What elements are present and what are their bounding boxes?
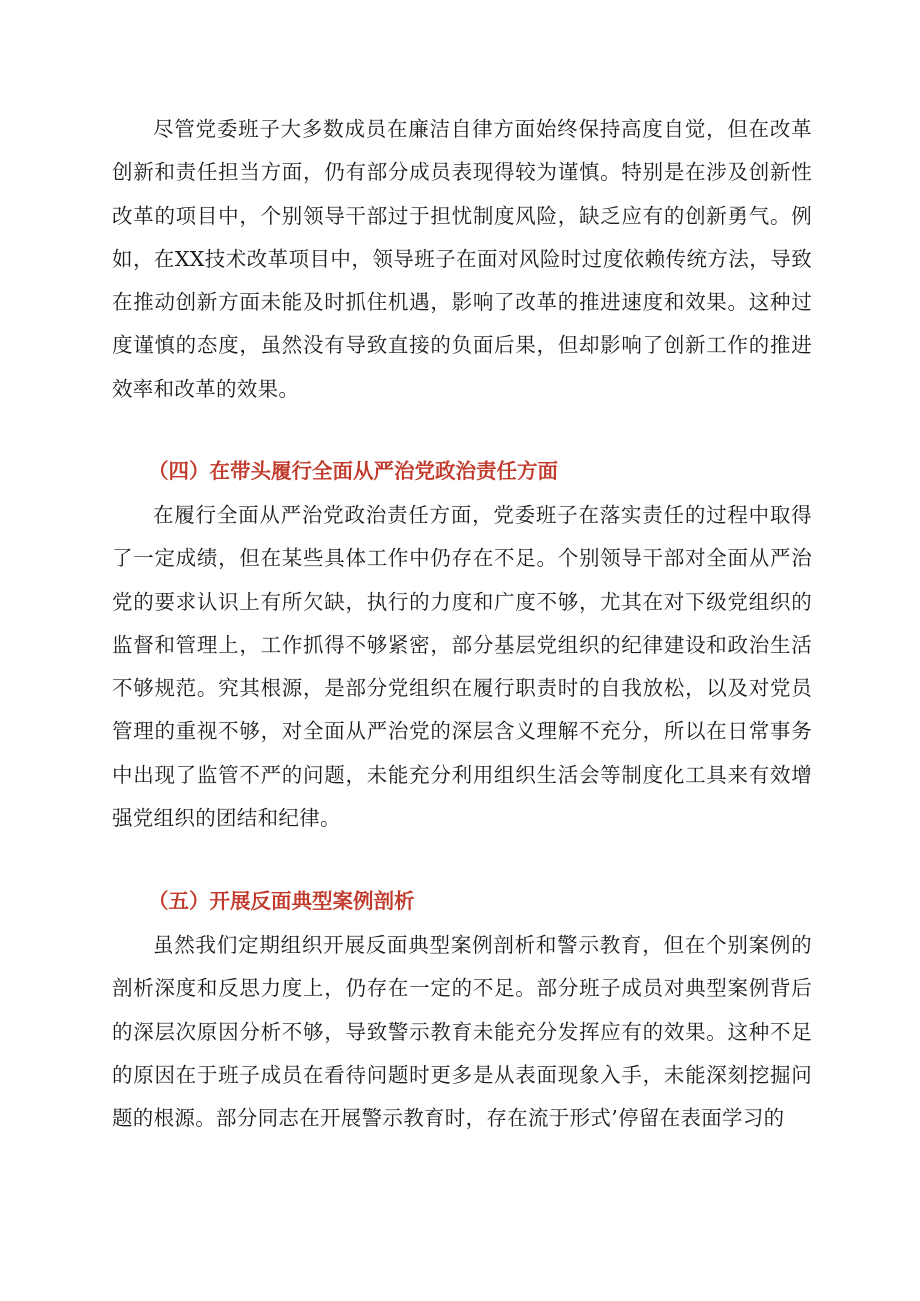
section-heading-4: （四）在带头履行全面从严治党政治责任方面: [148, 459, 558, 483]
section-heading-5: （五）开展反面典型案例剖析: [148, 889, 415, 913]
paragraph-text: 虽然我们定期组织开展反面典型案例剖析和警示教育，但在个别案例的剖析深度和反思力度上，仍存在一定的不足。部分班子成员对典型案例背后的深层次原因分析不够，导致警示教育未能充分发挥应有的效果。这种不足的原因在于班子成员在看待问题时更多是从表面现象入手，未能深刻挖掘问题的根源。部分同志在开展警示教育时，存在流于形式’停留在表面学习的: [112, 933, 812, 1131]
paragraph-text: 尽管党委班子大多数成员在廉洁自律方面始终保持高度自觉，但在改革创新和责任担当方面，仍有部分成员表现得较为谨慎。特别是在涉及创新性改革的项目中，个别领导干部过于担忧制度风险，缺乏应有的创新勇气。例如，在XX技术改革项目中，领导班子在面对风险时过度依赖传统方法，导致在推动创新方面未能及时抓住机遇，影响了改革的推进速度和效果。这种过度谨慎的态度，虽然没有导致直接的负面后果，但却影响了创新工作的推进效率和改革的效果。: [112, 117, 812, 401]
paragraph-case-analysis: [112, 924, 812, 1140]
paragraph-text: 在履行全面从严治党政治责任方面，党委班子在落实责任的过程中取得了一定成绩，但在某些具体工作中仍存在不足。个别领导干部对全面从严治党的要求认识上有所欠缺，执行的力度和广度不够，尤其在对下级党组织的监督和管理上，工作抓得不够紧密，部分基层党组织的纪律建设和政治生活不够规范。究其根源，是部分党组织在履行职责时的自我放松，以及对党员管理的重视不够，对全面从严治党的深层含义理解不充分，所以在日常事务中出现了监管不严的问题，未能充分利用组织生活会等制度化工具来有效增强党组织的团结和纪律。: [112, 503, 812, 831]
paragraph-innovation-caution: [112, 108, 812, 411]
paragraph-party-discipline: [112, 494, 812, 840]
